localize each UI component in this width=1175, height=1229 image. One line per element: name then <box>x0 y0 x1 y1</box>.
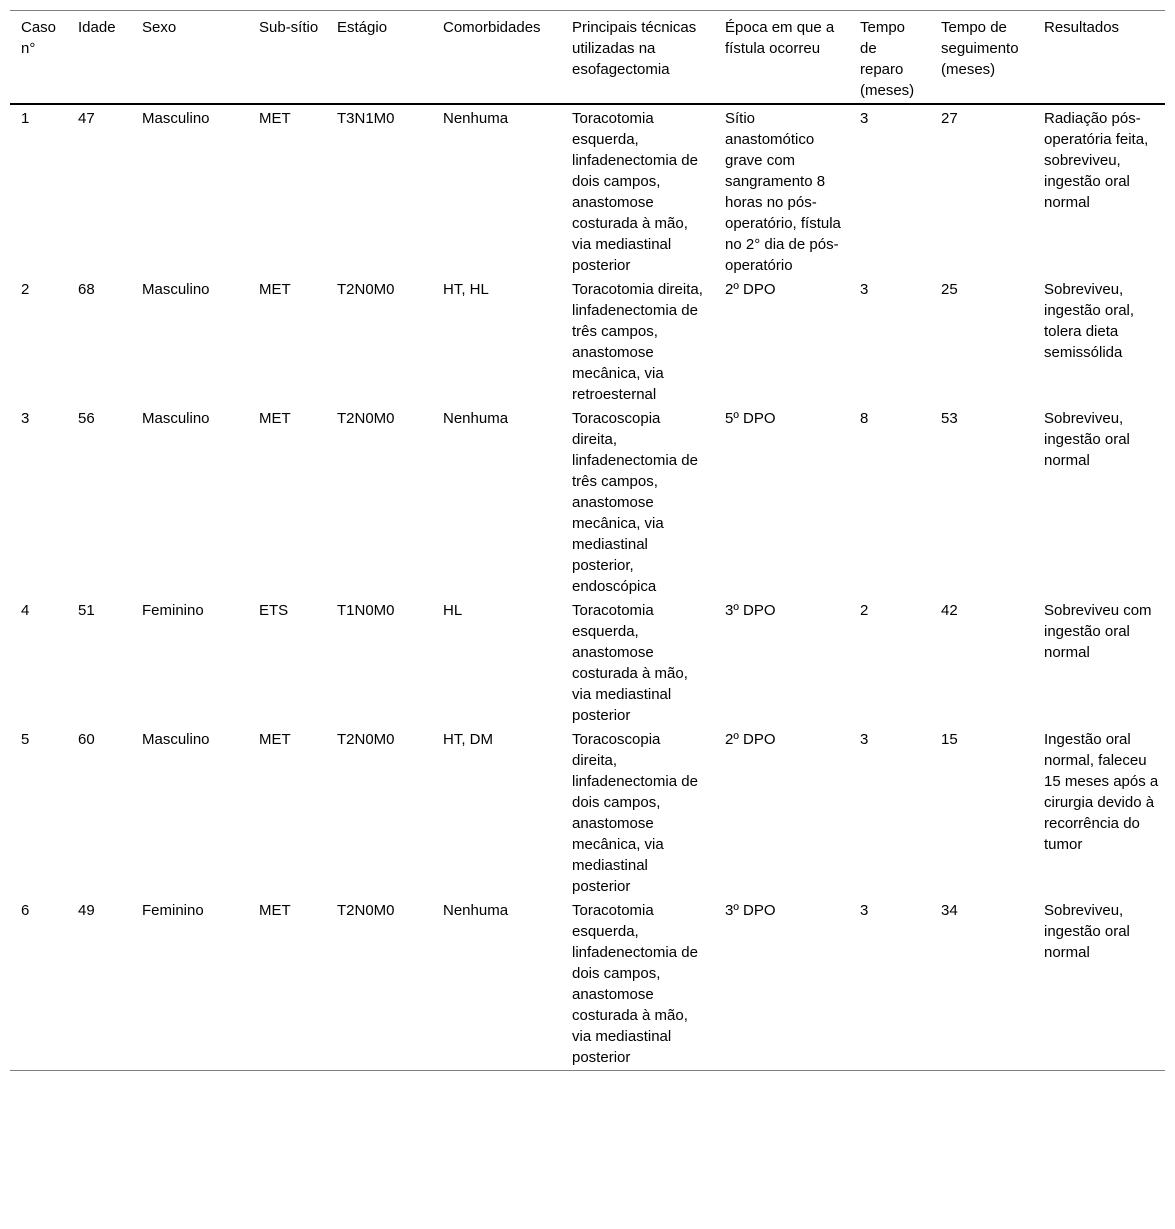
header-stage: Estágio <box>326 11 432 105</box>
cell-stage: T3N1M0 <box>337 110 395 127</box>
cell-techniques: Toracoscopia direita, linfadenectomia de três campos, anastomose mecânica, via mediastinal posterior, endoscópica <box>572 410 698 595</box>
cell-sex: Feminino <box>131 897 248 1071</box>
cell-case-number: 6 <box>10 897 67 1071</box>
cell-techniques: Toracotomia direita, linfadenectomia de três campos, anastomose mecânica, via retroesternal <box>572 281 703 403</box>
cell-sex: Masculino <box>142 281 210 298</box>
cell-techniques: Toracotomia esquerda, anastomose costurada à mão, via mediastinal posterior <box>572 602 688 724</box>
cell-results: Sobreviveu, ingestão oral normal <box>1044 410 1130 469</box>
cell-results: Radiação pós-operatória feita, sobreviveu, ingestão oral normal <box>1044 110 1149 211</box>
cell-results: Ingestão oral normal, faleceu 15 meses após a cirurgia devido à recorrência do tumor <box>1044 731 1159 853</box>
cell-case-number: 2 <box>21 281 30 298</box>
cell-subsite: MET <box>248 897 326 1071</box>
header-followup-time: Tempo de seguimento (meses) <box>930 11 1033 105</box>
cell-followup-time: 15 <box>941 731 958 748</box>
cell-techniques: Toracotomia esquerda, linfadenectomia de dois campos, anastomose costurada à mão, via mediastinal posterior <box>561 897 714 1071</box>
table-header <box>10 11 1165 105</box>
cell-repair-time: 3 <box>860 110 869 127</box>
cell-repair-time: 3 <box>860 281 869 298</box>
cell-age: 68 <box>78 281 95 298</box>
table-body <box>10 104 1165 1071</box>
case-table <box>10 10 1165 1071</box>
cell-results: Sobreviveu com ingestão oral normal <box>1044 602 1152 661</box>
cell-age: 56 <box>78 410 95 427</box>
cell-subsite: MET <box>259 731 291 748</box>
cell-comorbidities: Nenhuma <box>443 410 509 427</box>
cell-comorbidities: Nenhuma <box>432 897 561 1071</box>
table-row <box>10 405 1165 597</box>
cell-subsite: ETS <box>259 602 289 619</box>
cell-repair-time: 8 <box>860 410 869 427</box>
cell-techniques: Toracoscopia direita, linfadenectomia de dois campos, anastomose mecânica, via mediastinal posterior <box>572 731 698 895</box>
cell-sex: Masculino <box>142 731 210 748</box>
cell-stage: T2N0M0 <box>326 897 432 1071</box>
cell-subsite: MET <box>259 110 291 127</box>
header-techniques: Principais técnicas utilizadas na esofagectomia <box>561 11 714 105</box>
header-age: Idade <box>67 11 131 105</box>
cell-repair-time: 2 <box>860 602 869 619</box>
table-row <box>10 726 1165 897</box>
header-fistula-time: Época em que a fístula ocorreu <box>714 11 849 105</box>
cell-fistula-time: 3º DPO <box>725 602 776 619</box>
cell-case-number: 5 <box>21 731 30 748</box>
cell-fistula-time: 5º DPO <box>725 410 776 427</box>
cell-sex: Masculino <box>142 410 210 427</box>
cell-techniques: Toracotomia esquerda, linfadenectomia de dois campos, anastomose costurada à mão, via mediastinal posterior <box>572 110 698 274</box>
cell-subsite: MET <box>259 410 291 427</box>
cell-stage: T2N0M0 <box>337 410 395 427</box>
cell-results: Sobreviveu, ingestão oral, tolera dieta semissólida <box>1044 281 1135 361</box>
cell-case-number: 3 <box>21 410 30 427</box>
header-comorbidities: Comorbidades <box>432 11 561 105</box>
cell-sex: Feminino <box>142 602 204 619</box>
cell-comorbidities: HT, HL <box>443 281 489 298</box>
cell-stage: T2N0M0 <box>337 731 395 748</box>
header-subsite: Sub-sítio <box>248 11 326 105</box>
header-repair-time: Tempo de reparo (meses) <box>849 11 930 105</box>
table-row <box>10 597 1165 726</box>
cell-comorbidities: HL <box>443 602 463 619</box>
table-row <box>10 104 1165 276</box>
table-row <box>10 897 1165 1071</box>
cell-repair-time: 3 <box>860 731 869 748</box>
header-row <box>10 11 1165 105</box>
cell-stage: T2N0M0 <box>337 281 395 298</box>
cell-repair-time: 3 <box>849 897 930 1071</box>
cell-results: Sobreviveu, ingestão oral normal <box>1033 897 1165 1071</box>
cell-fistula-time: Sítio anastomótico grave com sangramento 8 horas no pós-operatório, fístula no 2° dia de pós-operatório <box>725 110 841 274</box>
header-case-number: Caso n° <box>10 11 67 105</box>
cell-age: 51 <box>78 602 95 619</box>
header-results: Resultados <box>1033 11 1165 105</box>
cell-case-number: 1 <box>21 110 30 127</box>
cell-sex: Masculino <box>142 110 210 127</box>
cell-comorbidities: HT, DM <box>443 731 493 748</box>
cell-followup-time: 42 <box>941 602 958 619</box>
table-row <box>10 276 1165 405</box>
header-sex: Sexo <box>131 11 248 105</box>
cell-case-number: 4 <box>21 602 30 619</box>
cell-fistula-time: 2º DPO <box>725 731 776 748</box>
cell-stage: T1N0M0 <box>337 602 395 619</box>
cell-age: 49 <box>67 897 131 1071</box>
cell-followup-time: 34 <box>930 897 1033 1071</box>
cell-age: 60 <box>78 731 95 748</box>
cell-comorbidities: Nenhuma <box>443 110 509 127</box>
case-table-container <box>10 10 1165 1071</box>
cell-fistula-time: 3º DPO <box>714 897 849 1071</box>
cell-fistula-time: 2º DPO <box>725 281 776 298</box>
cell-subsite: MET <box>259 281 291 298</box>
cell-followup-time: 25 <box>941 281 958 298</box>
cell-followup-time: 27 <box>941 110 958 127</box>
cell-age: 47 <box>78 110 95 127</box>
cell-followup-time: 53 <box>941 410 958 427</box>
